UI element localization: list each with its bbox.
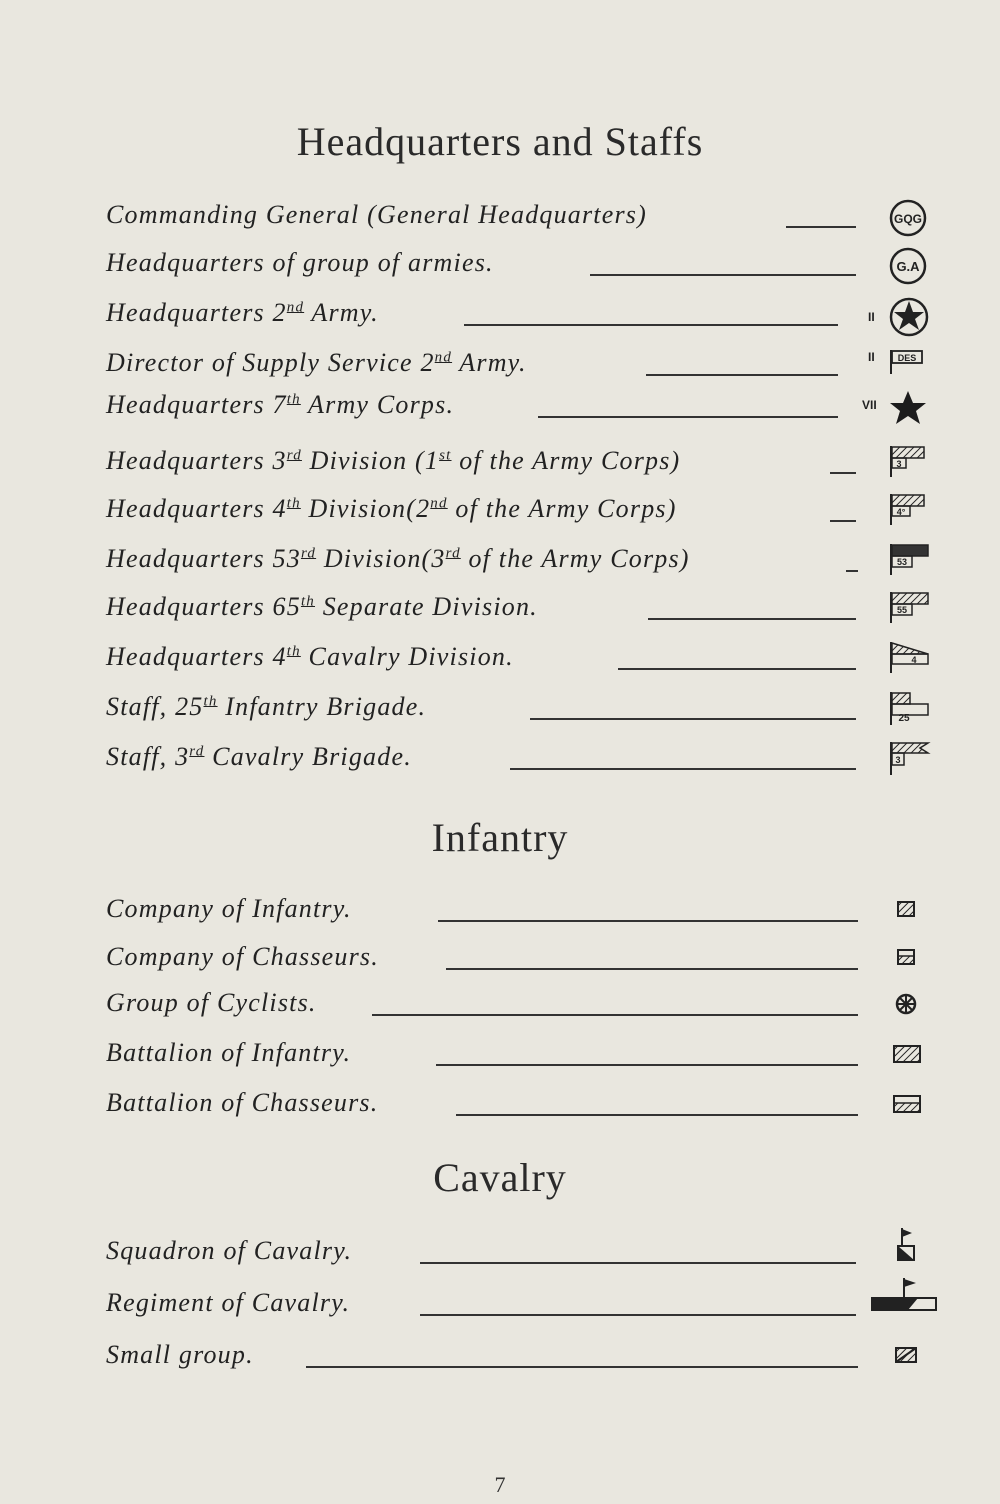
legend-label: Headquarters of group of armies. [106, 248, 494, 277]
cavalry-brigade-flag-icon [888, 740, 932, 776]
legend-row [106, 690, 946, 730]
star-icon [888, 388, 928, 428]
legend-row [106, 296, 946, 336]
division-flag-icon [888, 590, 932, 624]
division-flag-icon [888, 444, 928, 478]
section-title-infantry: Infantry [431, 815, 569, 860]
division-flag-icon [888, 542, 932, 576]
leader-line [648, 618, 856, 620]
leader-line [538, 416, 838, 418]
section-title-headquarters: Headquarters and Staffs [296, 119, 704, 164]
leader-line [306, 1366, 858, 1368]
squadron-cavalry-icon [894, 1226, 920, 1266]
division-number: 53 [896, 557, 908, 567]
leader-line [786, 226, 856, 228]
legend-label: Battalion of Infantry. [106, 1038, 352, 1067]
legend-row [106, 198, 946, 238]
legend-label: Squadron of Cavalry. [106, 1236, 353, 1265]
legend-row [106, 590, 946, 630]
small-group-icon [894, 1346, 920, 1366]
legend-row [106, 892, 946, 932]
cyclists-icon [894, 992, 918, 1016]
leader-line [830, 472, 856, 474]
leader-line [846, 570, 858, 572]
corps-number: VII [862, 398, 877, 412]
leader-line [830, 520, 856, 522]
legend-row [106, 388, 946, 428]
battalion-infantry-icon [892, 1044, 922, 1066]
legend-row [106, 492, 946, 532]
leader-line [590, 274, 856, 276]
legend-row [106, 640, 946, 680]
leader-line [646, 374, 838, 376]
section-title-cavalry: Cavalry [433, 1155, 567, 1200]
leader-line [456, 1114, 858, 1116]
leader-line [372, 1014, 858, 1016]
legend-label: Commanding General (General Headquarters) [106, 200, 647, 229]
regiment-cavalry-icon [868, 1274, 942, 1316]
gqg-circle-icon [888, 198, 928, 238]
army-number: II [868, 350, 875, 364]
legend-label: Headquarters 4th Cavalry Division. [106, 642, 514, 671]
legend-label: Company of Infantry. [106, 894, 352, 923]
legend-row [106, 1338, 946, 1378]
legend-label: Director of Supply Service 2nd Army. [106, 348, 527, 377]
legend-row [106, 346, 946, 386]
division-number: 4° [896, 507, 906, 517]
division-flag-icon [888, 492, 928, 526]
legend-row [106, 940, 946, 980]
brigade-flag-icon [888, 690, 932, 726]
legend-label: Company of Chasseurs. [106, 942, 379, 971]
page-number: 7 [494, 1472, 506, 1497]
legend-label: Battalion of Chasseurs. [106, 1088, 379, 1117]
legend-label: Small group. [106, 1340, 254, 1369]
legend-row [106, 986, 946, 1026]
leader-line [438, 920, 858, 922]
legend-label: Group of Cyclists. [106, 988, 317, 1017]
legend-label: Headquarters 2nd Army. [106, 298, 379, 327]
gqg-text: GQG [893, 212, 923, 226]
legend-label: Staff, 3rd Cavalry Brigade. [106, 742, 412, 771]
legend-row [106, 1036, 946, 1076]
division-number: 3 [896, 459, 902, 469]
ga-text: G.A [896, 259, 920, 274]
legend-row [106, 542, 946, 582]
des-text: DES [897, 353, 917, 363]
legend-label: Regiment of Cavalry. [106, 1288, 351, 1317]
leader-line [446, 968, 858, 970]
company-chasseurs-icon [896, 948, 918, 968]
legend-label: Headquarters 3rd Division (1st of the Army Corps) [106, 446, 681, 475]
division-number: 4 [911, 655, 917, 665]
star-circle-icon [888, 296, 930, 338]
ga-circle-icon [888, 246, 928, 286]
brigade-number: 3 [895, 755, 901, 765]
cavalry-division-flag-icon [888, 640, 932, 674]
leader-line [420, 1262, 856, 1264]
battalion-chasseurs-icon [892, 1094, 922, 1116]
legend-label: Headquarters 7th Army Corps. [106, 390, 455, 419]
legend-row [106, 1086, 946, 1126]
leader-line [530, 718, 856, 720]
leader-line [618, 668, 856, 670]
legend-label: Staff, 25th Infantry Brigade. [106, 692, 427, 721]
army-number: II [868, 310, 875, 324]
brigade-number: 25 [898, 713, 910, 724]
legend-row [106, 246, 946, 286]
company-infantry-icon [896, 900, 918, 920]
leader-line [464, 324, 838, 326]
legend-row [106, 740, 946, 780]
leader-line [510, 768, 856, 770]
leader-line [436, 1064, 858, 1066]
division-number: 55 [896, 605, 908, 615]
des-flag-icon [888, 348, 928, 376]
leader-line [420, 1314, 856, 1316]
legend-row [106, 1286, 946, 1326]
legend-row [106, 444, 946, 484]
legend-label: Headquarters 4th Division(2nd of the Army Corps) [106, 494, 677, 523]
legend-label: Headquarters 65th Separate Division. [106, 592, 538, 621]
legend-row [106, 1234, 946, 1274]
legend-label: Headquarters 53rd Division(3rd of the Army Corps) [106, 544, 690, 573]
